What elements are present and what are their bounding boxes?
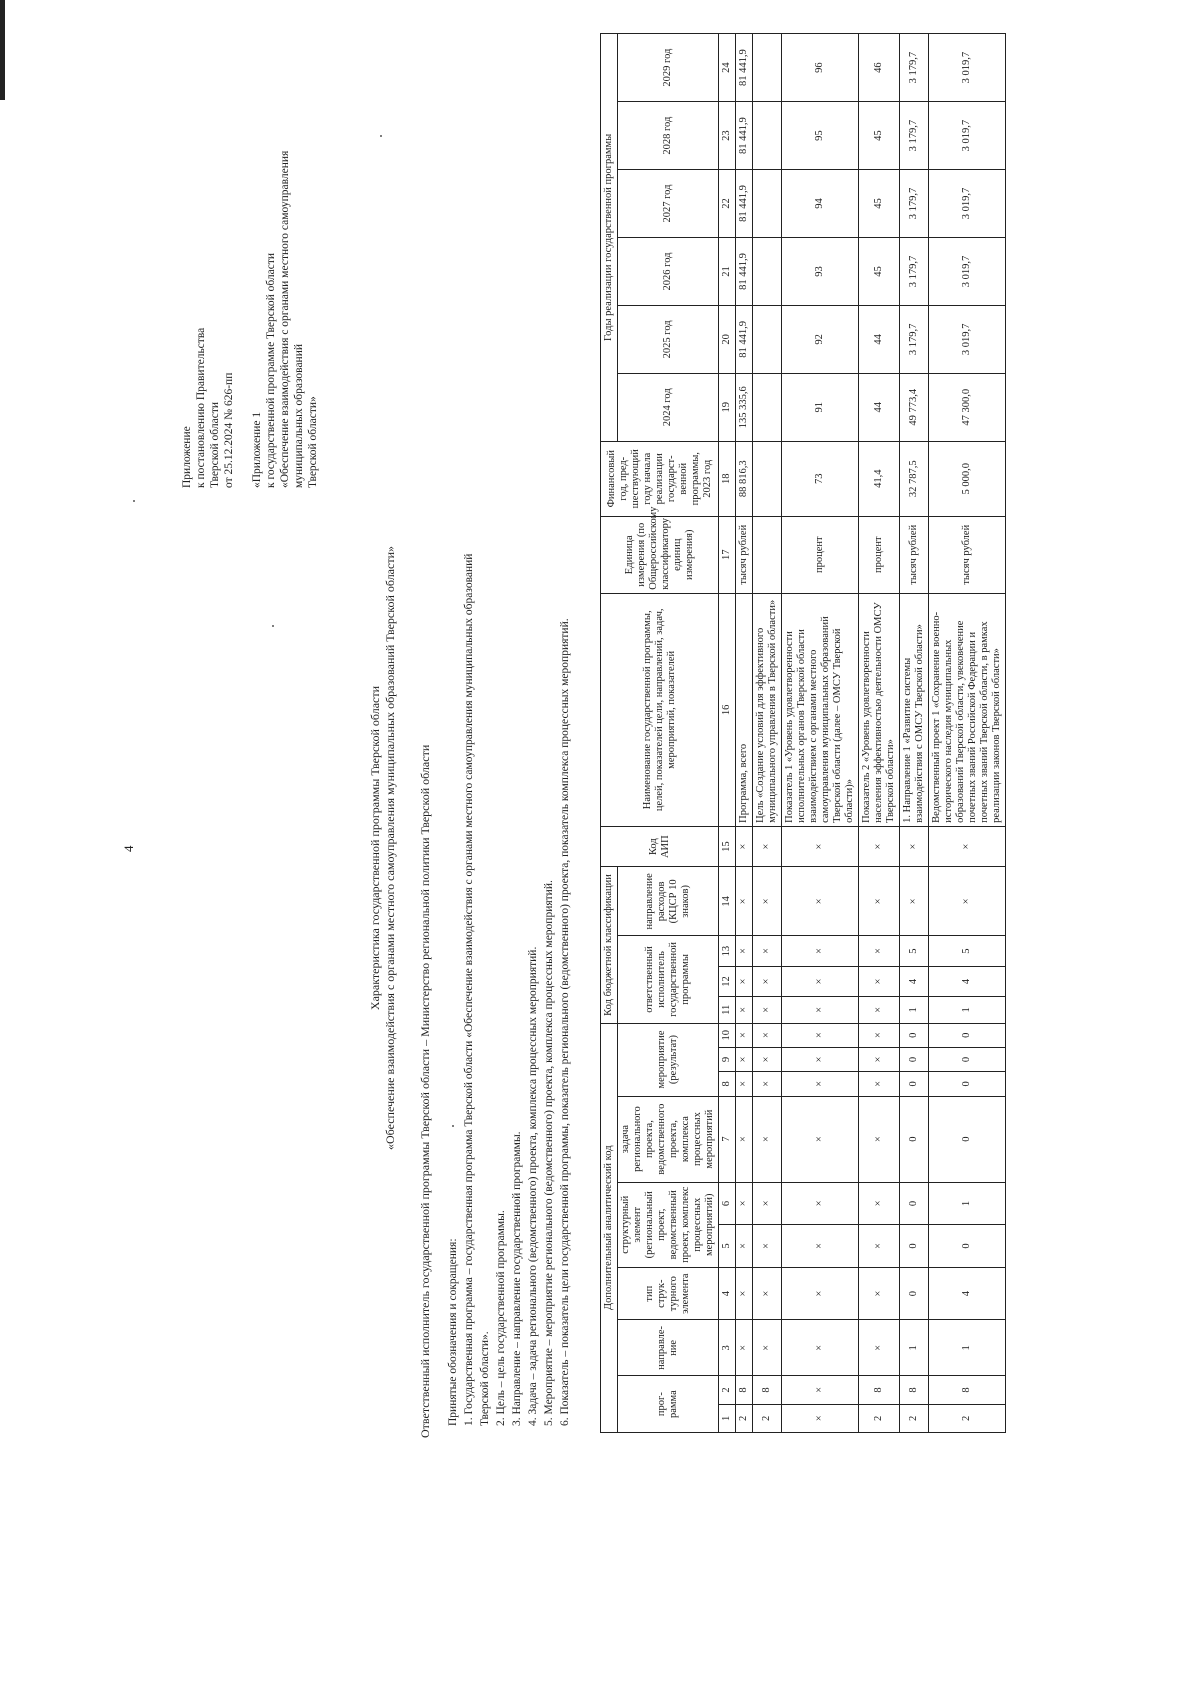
value-cell: 81 441,9 (736, 238, 753, 306)
column-number-row (719, 34, 736, 1433)
column-number: 18 (719, 441, 736, 516)
code-cell: × (736, 1096, 753, 1182)
code-cell: × (782, 1072, 859, 1096)
code-cell: 2 (859, 1404, 900, 1432)
code-cell: × (859, 867, 900, 936)
code-cell: × (782, 1267, 859, 1320)
code-cell: 0 (900, 1023, 929, 1047)
code-cell: 2 (900, 1404, 929, 1432)
row-unit: тысяч рублей (736, 516, 753, 593)
value-cell: 81 441,9 (736, 305, 753, 373)
code-cell: × (859, 1267, 900, 1320)
code-cell: 4 (929, 966, 1006, 996)
code-cell: × (929, 826, 1006, 867)
value-cell: 45 (859, 170, 900, 238)
header-task: задача регионального проекта, ведомственного проекта, комплекса процессных мероприятий (618, 1096, 719, 1182)
column-number: 15 (719, 826, 736, 867)
value-cell (753, 373, 782, 441)
table-row (900, 34, 929, 1433)
code-cell: × (736, 936, 753, 966)
value-cell: 73 (782, 441, 859, 516)
code-cell: × (782, 936, 859, 966)
code-cell: × (859, 997, 900, 1023)
value-cell: 45 (859, 102, 900, 170)
code-cell: × (753, 1225, 782, 1268)
code-cell: × (859, 936, 900, 966)
code-cell: 8 (900, 1376, 929, 1404)
column-number: 21 (719, 238, 736, 306)
document-heading (368, 198, 398, 1498)
legend-item: 6. Показатель – показатель цели государственной программы, показатель регионального (ведомственного) проекта, показатель комплекса процессных мероприятий. (559, 618, 571, 1426)
code-cell: × (782, 997, 859, 1023)
value-cell: 91 (782, 373, 859, 441)
code-cell: × (753, 1096, 782, 1182)
row-name: Показатель 2 «Уровень удовлетворенности населения эффективностью деятельности ОМСУ Тверской области» (859, 593, 900, 826)
row-name: Программа, всего (736, 593, 753, 826)
value-cell (753, 305, 782, 373)
legend-item: 2. Цель – цель государственной программы. (495, 1210, 507, 1426)
heading-line-1: Характеристика государственной программы Тверской области (368, 685, 382, 1011)
table-row (859, 34, 900, 1433)
heading-line-2: «Обеспечение взаимодействия с органами местного самоуправления муниципальных образований Тверской области» (383, 545, 397, 1151)
value-cell: 81 441,9 (736, 102, 753, 170)
column-number: 10 (719, 1023, 736, 1047)
header-name: Наименование государственной программы, целей, показателей цели, направлений, задач, мероприятий, показателей (601, 593, 719, 826)
code-cell: × (859, 1225, 900, 1268)
code-cell: 0 (900, 1047, 929, 1071)
value-cell: 3 019,7 (929, 305, 1006, 373)
column-number: 14 (719, 867, 736, 936)
code-cell: × (753, 1072, 782, 1096)
table-row (929, 34, 1006, 1433)
code-cell: × (782, 826, 859, 867)
code-cell: 8 (859, 1376, 900, 1404)
code-cell: × (859, 1047, 900, 1071)
column-number: 23 (719, 102, 736, 170)
value-cell: 3 179,7 (900, 238, 929, 306)
code-cell: 0 (900, 1072, 929, 1096)
code-cell: × (859, 1182, 900, 1225)
value-cell: 46 (859, 34, 900, 102)
code-cell: × (736, 966, 753, 996)
column-number: 8 (719, 1072, 736, 1096)
value-cell: 3 179,7 (900, 170, 929, 238)
code-cell: × (736, 1072, 753, 1096)
page-number: 4 (121, 845, 136, 852)
responsible-executor: Ответственный исполнитель государственной программы Тверской области – Министерство региональной политики Тверской области (418, 744, 432, 1438)
code-cell: 1 (900, 1320, 929, 1376)
code-cell: × (859, 826, 900, 867)
header-event: мероприятие (результат) (618, 1023, 719, 1096)
code-cell: × (782, 1023, 859, 1047)
code-cell: 1 (929, 997, 1006, 1023)
header-2027: 2027 год (618, 170, 719, 238)
code-cell: × (900, 867, 929, 936)
code-cell: 0 (900, 1267, 929, 1320)
row-name: Цель «Создание условий для эффективного муниципального управления в Тверской области» (753, 593, 782, 826)
code-cell: × (900, 826, 929, 867)
appendix-block (180, 108, 320, 488)
code-cell: × (736, 826, 753, 867)
value-cell: 47 300,0 (929, 373, 1006, 441)
code-cell: × (736, 1023, 753, 1047)
code-cell: × (753, 936, 782, 966)
code-cell: × (782, 1404, 859, 1432)
value-cell: 41,4 (859, 441, 900, 516)
code-cell: 5 (929, 936, 1006, 966)
code-cell: × (753, 826, 782, 867)
header-budget-code: Код бюджетной классификации (601, 867, 618, 1023)
code-cell: 0 (929, 1023, 1006, 1047)
code-cell: × (753, 1182, 782, 1225)
value-cell: 44 (859, 373, 900, 441)
code-cell: × (736, 1267, 753, 1320)
legend-item: 1. Государственная программа – государственная программа Тверской области «Обеспечение взаимодействия с органами местного самоуправления муниципальных образований (463, 553, 475, 1426)
column-number: 3 (719, 1320, 736, 1376)
row-unit: тысяч рублей (929, 516, 1006, 593)
code-cell: × (736, 1182, 753, 1225)
value-cell (753, 102, 782, 170)
row-unit: процент (782, 516, 859, 593)
code-cell: × (736, 1320, 753, 1376)
appendix-line: Тверской области (209, 402, 221, 488)
code-cell: × (736, 1047, 753, 1071)
row-name: 1. Направление 1 «Развитие системы взаимодействия с ОМСУ Тверской области» (900, 593, 929, 826)
value-cell: 45 (859, 238, 900, 306)
column-number: 16 (719, 593, 736, 826)
code-cell: × (859, 1072, 900, 1096)
code-cell: × (929, 867, 1006, 936)
code-cell: 0 (929, 1072, 1006, 1096)
code-cell: × (753, 1320, 782, 1376)
value-cell: 135 335,6 (736, 373, 753, 441)
code-cell: × (753, 966, 782, 996)
abbreviations-legend (445, 226, 573, 1426)
table-row (736, 34, 753, 1433)
value-cell: 96 (782, 34, 859, 102)
header-expense-direction: направление расходов (КЦСР 10 знаков) (618, 867, 719, 936)
row-unit: процент (859, 516, 900, 593)
column-number: 11 (719, 997, 736, 1023)
value-cell (753, 170, 782, 238)
program-table (600, 33, 1006, 1433)
header-aip: Код АИП (601, 826, 719, 867)
value-cell (753, 34, 782, 102)
value-cell: 44 (859, 305, 900, 373)
code-cell: 4 (900, 966, 929, 996)
column-number: 22 (719, 170, 736, 238)
appendix-line: к государственной программе Тверской области (265, 252, 277, 488)
code-cell: × (782, 1096, 859, 1182)
appendix-line: Приложение (181, 426, 193, 488)
code-cell: × (753, 1267, 782, 1320)
header-base-year: Финансовый год, пред-шествующий году начала реализации государст-венной программы, 2023 год (601, 441, 719, 516)
value-cell (753, 238, 782, 306)
code-cell: × (859, 1320, 900, 1376)
value-cell: 88 816,3 (736, 441, 753, 516)
column-number: 6 (719, 1182, 736, 1225)
appendix-line: к постановлению Правительства (195, 327, 207, 488)
code-cell: 2 (929, 1404, 1006, 1432)
code-cell: × (859, 966, 900, 996)
code-cell: 8 (929, 1376, 1006, 1404)
header-struct-element: структурный элемент (региональный проект, ведомственный проект, комплекс процессных мероприятий) (618, 1182, 719, 1267)
column-number: 7 (719, 1096, 736, 1182)
header-2024: 2024 год (618, 373, 719, 441)
appendix-line: «Обеспечение взаимодействия с органами местного самоуправления (279, 150, 291, 488)
code-cell: 1 (900, 997, 929, 1023)
code-cell: × (753, 867, 782, 936)
column-number: 5 (719, 1225, 736, 1268)
code-cell: 8 (753, 1376, 782, 1404)
code-cell: × (782, 1376, 859, 1404)
column-number: 13 (719, 936, 736, 966)
value-cell: 81 441,9 (736, 170, 753, 238)
column-number: 9 (719, 1047, 736, 1071)
code-cell: × (782, 867, 859, 936)
header-2026: 2026 год (618, 238, 719, 306)
code-cell: × (736, 1225, 753, 1268)
header-unit: Единица измерения (по Общероссийскому классификатору единиц измерения) (601, 516, 719, 593)
value-cell: 94 (782, 170, 859, 238)
legend-item: 4. Задача – задача регионального (ведомственного) проекта, комплекса процессных мероприятий. (527, 946, 539, 1426)
code-cell: 2 (753, 1404, 782, 1432)
value-cell: 49 773,4 (900, 373, 929, 441)
header-years: Годы реализации государственной программы (601, 34, 618, 442)
legend-item: 5. Мероприятие – мероприятие регионального (ведомственного) проекта, комплекса процессных мероприятий. (543, 880, 555, 1426)
row-name: Показатель 1 «Уровень удовлетворенности исполнительных органов Тверской области взаимодействием с органами местного самоуправления муниципальных образований Тверской области (далее – ОМСУ Тверской области)» (782, 593, 859, 826)
value-cell: 92 (782, 305, 859, 373)
code-cell: × (753, 997, 782, 1023)
header-direction: направле-ние (618, 1320, 719, 1376)
value-cell: 32 787,5 (900, 441, 929, 516)
column-number: 4 (719, 1267, 736, 1320)
header-2029: 2029 год (618, 34, 719, 102)
value-cell: 5 000,0 (929, 441, 1006, 516)
code-cell: 2 (736, 1404, 753, 1432)
header-executor: ответственный исполнитель государственной программы (618, 936, 719, 1023)
code-cell: × (859, 1023, 900, 1047)
value-cell: 81 441,9 (736, 34, 753, 102)
appendix-line: Тверской области» (307, 396, 319, 488)
program-table-body (719, 34, 1006, 1433)
column-number: 20 (719, 305, 736, 373)
code-cell: 0 (900, 1182, 929, 1225)
appendix-gap (236, 108, 250, 488)
value-cell: 3 019,7 (929, 34, 1006, 102)
column-number: 19 (719, 373, 736, 441)
value-cell: 3 019,7 (929, 170, 1006, 238)
legend-item: Тверской области». (479, 1331, 491, 1426)
header-analytic-code: Дополнительный аналитический код (601, 1023, 618, 1432)
value-cell (753, 441, 782, 516)
value-cell: 3 179,7 (900, 305, 929, 373)
code-cell: 5 (900, 936, 929, 966)
table-row (782, 34, 859, 1433)
appendix-line: «Приложение 1 (251, 411, 263, 488)
appendix-line: муниципальных образований (293, 343, 305, 488)
header-2028: 2028 год (618, 102, 719, 170)
code-cell: × (782, 1182, 859, 1225)
column-number: 2 (719, 1376, 736, 1404)
code-cell: × (782, 966, 859, 996)
code-cell: × (736, 867, 753, 936)
appendix-line: от 25.12.2024 № 626-пп (223, 372, 235, 488)
column-number: 12 (719, 966, 736, 996)
column-number: 24 (719, 34, 736, 102)
code-cell: × (736, 997, 753, 1023)
code-cell: 0 (929, 1225, 1006, 1268)
row-unit: тысяч рублей (900, 516, 929, 593)
row-unit (753, 516, 782, 593)
value-cell: 3 019,7 (929, 238, 1006, 306)
column-number: 1 (719, 1404, 736, 1432)
header-program: прог-рамма (618, 1376, 719, 1433)
code-cell: 4 (929, 1267, 1006, 1320)
code-cell: 0 (900, 1096, 929, 1182)
value-cell: 3 179,7 (900, 102, 929, 170)
code-cell: 1 (929, 1182, 1006, 1225)
code-cell: × (753, 1023, 782, 1047)
code-cell: 0 (929, 1047, 1006, 1071)
code-cell: 0 (929, 1096, 1006, 1182)
table-row (753, 34, 782, 1433)
legend-title: Принятые обозначения и сокращения: (447, 1238, 459, 1426)
legend-item: 3. Направление – направление государственной программы. (511, 1131, 523, 1426)
value-cell: 95 (782, 102, 859, 170)
value-cell: 3 179,7 (900, 34, 929, 102)
legend-items (461, 226, 573, 1426)
row-name: Ведомственный проект 1 «Сохранение военно-исторического наследия муниципальных образований Тверской области, увековечение почетных званий Российской Федерации и почетных званий Тверской области, в рамках реализации законов Тверской области» (929, 593, 1006, 826)
value-cell: 93 (782, 238, 859, 306)
code-cell: 1 (929, 1320, 1006, 1376)
header-struct-type: тип струк-турного элемента (618, 1267, 719, 1320)
column-number: 17 (719, 516, 736, 593)
code-cell: × (782, 1225, 859, 1268)
code-cell: 0 (900, 1225, 929, 1268)
value-cell: 3 019,7 (929, 102, 1006, 170)
code-cell: × (782, 1320, 859, 1376)
code-cell: × (782, 1047, 859, 1071)
header-2025: 2025 год (618, 305, 719, 373)
code-cell: × (859, 1096, 900, 1182)
code-cell: × (753, 1047, 782, 1071)
code-cell: 8 (736, 1376, 753, 1404)
